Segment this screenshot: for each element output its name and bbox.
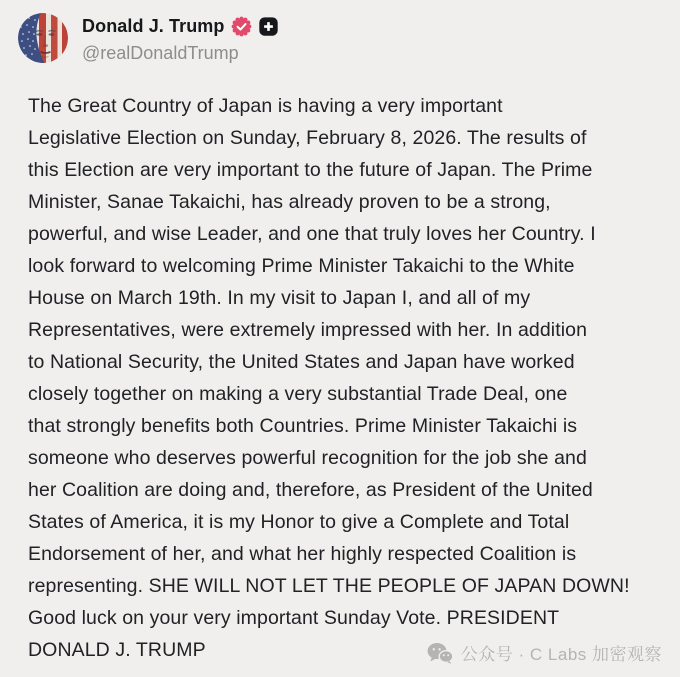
post-text-line: closely together on making a very substantial Trade Deal, one xyxy=(28,383,568,405)
post-header xyxy=(18,13,279,64)
post-text-line: her Coalition are doing and, therefore, as President of the United xyxy=(28,479,593,501)
identity-block xyxy=(82,13,279,64)
post-text-line: that strongly benefits both Countries. Prime Minister Takaichi is xyxy=(28,415,578,437)
post-text-line: DONALD J. TRUMP xyxy=(28,639,206,661)
post-text-line: The Great Country of Japan is having a very important xyxy=(28,95,503,117)
post-text-line: to National Security, the United States and Japan have worked xyxy=(28,351,575,373)
wechat-icon xyxy=(427,642,453,664)
post-text-line: this Election are very important to the future of Japan. The Prime xyxy=(28,159,593,181)
watermark xyxy=(427,640,662,665)
post-text-line: someone who deserves powerful recognition for the job she and xyxy=(28,447,587,469)
avatar[interactable] xyxy=(18,13,68,63)
post-text-line: Legislative Election on Sunday, February 8, 2026. The results of xyxy=(28,127,587,149)
name-row xyxy=(82,16,279,37)
post-text-line: Minister, Sanae Takaichi, has already proven to be a strong, xyxy=(28,191,551,213)
post-text-line: States of America, it is my Honor to give a Complete and Total xyxy=(28,511,570,533)
post-text-line: Good luck on your very important Sunday Vote. PRESIDENT xyxy=(28,607,560,629)
trump-flag-face-avatar xyxy=(18,13,68,63)
post-text-line: look forward to welcoming Prime Minister Takaichi to the White xyxy=(28,255,575,277)
verified-seal-icon xyxy=(231,16,252,37)
handle[interactable]: @realDonaldTrump xyxy=(82,43,239,63)
post-text-line: Representatives, were extremely impressed with her. In addition xyxy=(28,319,588,341)
post-text-line: Endorsement of her, and what her highly respected Coalition is xyxy=(28,543,577,565)
watermark-text: 公众号 · C Labs 加密观察 xyxy=(460,645,662,664)
plus-badge-icon xyxy=(258,16,279,37)
post-text xyxy=(28,90,653,666)
display-name[interactable]: Donald J. Trump xyxy=(82,16,225,36)
post-text-line: representing. SHE WILL NOT LET THE PEOPLE OF JAPAN DOWN! xyxy=(28,575,630,597)
post-text-line: powerful, and wise Leader, and one that truly loves her Country. I xyxy=(28,223,596,245)
post-text-line: House on March 19th. In my visit to Japan I, and all of my xyxy=(28,287,531,309)
